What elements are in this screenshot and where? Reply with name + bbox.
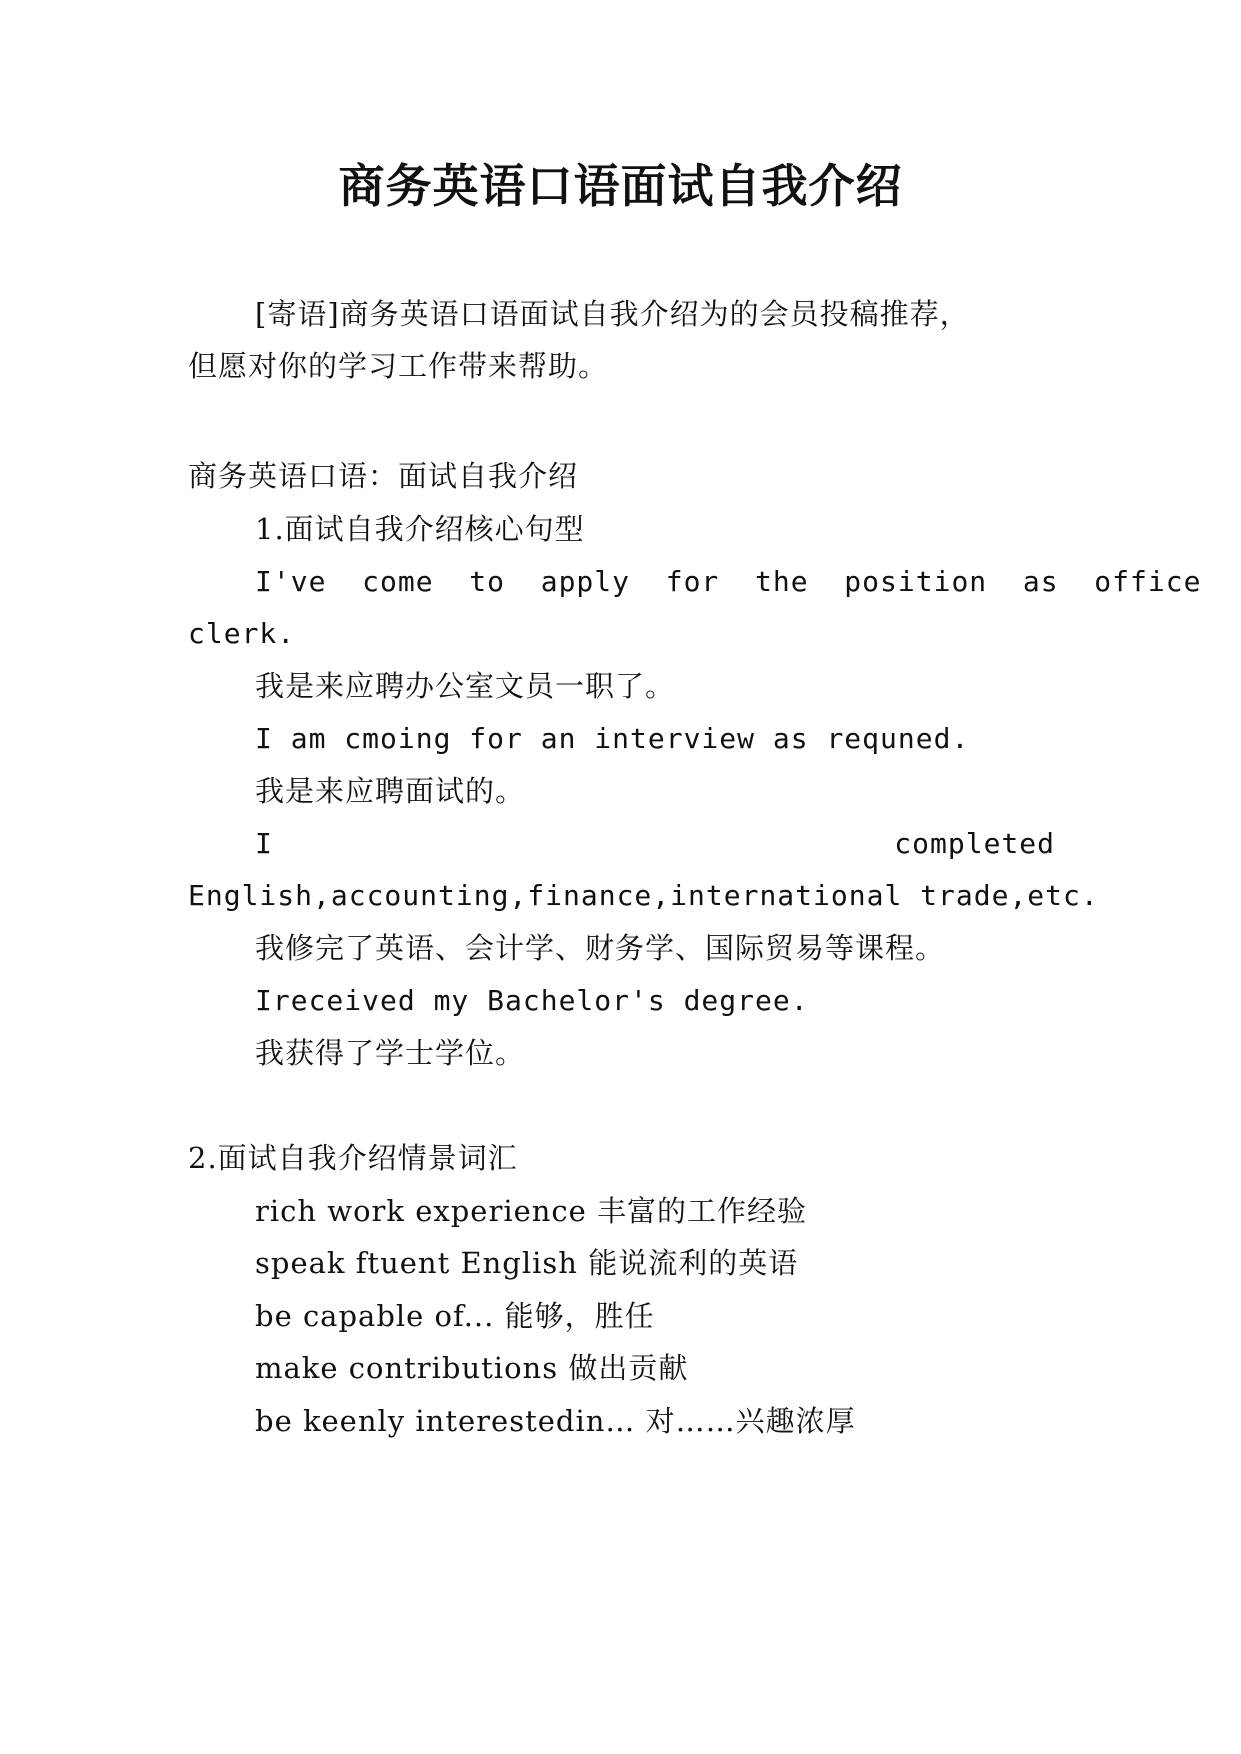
sentence-2-en: I am cmoing for an interview as requned.: [255, 722, 970, 755]
vocab-item: be keenly interestedin… 对……兴趣浓厚: [255, 1404, 856, 1438]
sentence-3-cn: 我修完了英语、会计学、财务学、国际贸易等课程。: [255, 931, 946, 965]
sentence-4-cn: 我获得了学士学位。: [255, 1036, 526, 1070]
sentence-1-en-line-1: I've come to apply for the position as office: [255, 565, 1202, 598]
sentence-3-word-i: I: [255, 827, 273, 860]
sentence-3-en-line-2: English,accounting,finance,international trade,etc.: [188, 879, 1099, 912]
sentence-4-en: Ireceived my Bachelor's degree.: [255, 984, 809, 1017]
sentence-2-cn: 我是来应聘面试的。: [255, 774, 526, 808]
intro-text-line-1: [寄语]商务英语口语面试自我介绍为的会员投稿推荐，: [255, 297, 970, 331]
vocab-item: rich work experience 丰富的工作经验: [255, 1194, 808, 1228]
sentence-3-en-line-1: [255, 824, 1055, 864]
vocab-item: make contributions 做出贡献: [255, 1351, 689, 1385]
sentence-1-cn: 我是来应聘办公室文员一职了。: [255, 669, 676, 703]
intro-text-line-2: 但愿对你的学习工作带来帮助。: [188, 349, 609, 383]
vocab-item: speak ftuent English 能说流利的英语: [255, 1246, 799, 1280]
section-heading: 商务英语口语：面试自我介绍: [188, 459, 579, 493]
subheading-vocabulary: 2.面试自我介绍情景词汇: [188, 1141, 518, 1175]
subheading-core-sentences: 1.面试自我介绍核心句型: [255, 512, 585, 546]
vocab-item: be capable of... 能够，胜任: [255, 1299, 655, 1333]
sentence-1-en-line-2: clerk.: [188, 617, 296, 650]
page-title: 商务英语口语面试自我介绍: [338, 159, 903, 213]
sentence-3-word-completed: completed: [894, 827, 1055, 860]
